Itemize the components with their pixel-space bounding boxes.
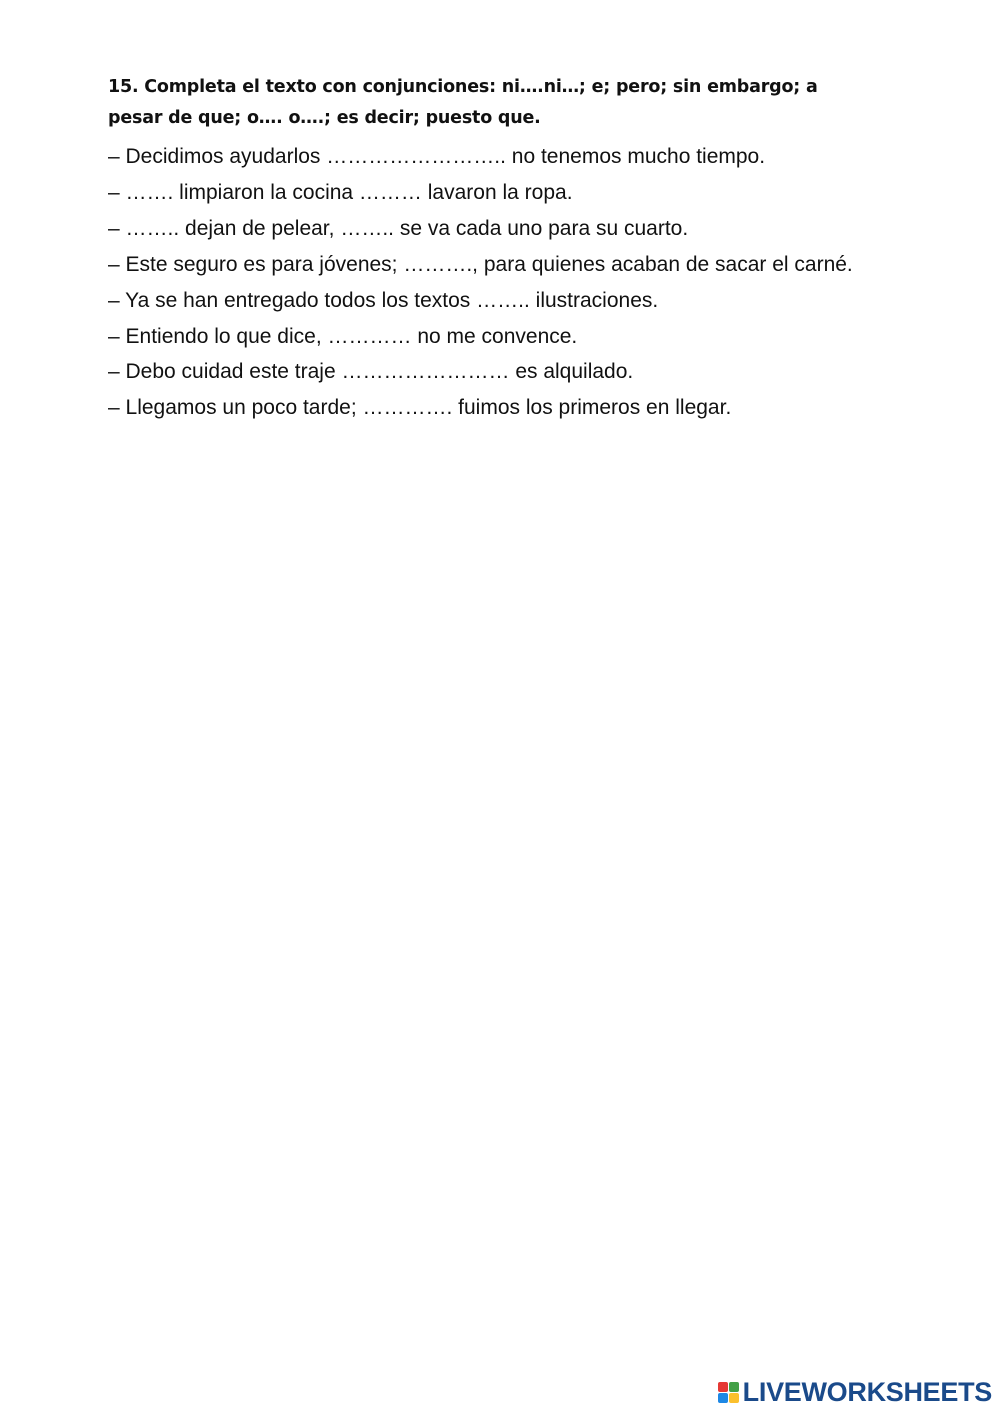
sentence-item: – ……. limpiaron la cocina ……… lavaron la ropa. [108,180,573,204]
sentence-list [108,139,988,426]
exercise-instruction [108,72,868,134]
logo-square [729,1382,739,1392]
sentence-item: – Ya se han entregado todos los textos …….. ilustraciones. [108,288,659,312]
logo-square [718,1382,728,1392]
sentence-item: – Llegamos un poco tarde; …………. fuimos los primeros en llegar. [108,396,732,420]
sentence-item: – Entiendo lo que dice, ………… no me convence. [108,324,578,348]
instruction-line: pesar de que; o…. o….; es decir; puesto que. [108,108,541,128]
sentence-item: – Debo cuidad este traje …………………… es alquilado. [108,360,634,384]
logo-square [718,1393,728,1403]
logo-text: LIVEWORKSHEETS [742,1376,992,1407]
liveworksheets-logo [718,1377,992,1407]
liveworksheets-logo-icon [718,1382,739,1403]
sentence-item: – Decidimos ayudarlos …………………….. no tenemos mucho tiempo. [108,145,766,168]
logo-square [729,1393,739,1403]
instruction-line: 15. Completa el texto con conjunciones: ni….ni…; e; pero; sin embargo; a [108,77,818,97]
sentence-item: – Este seguro es para jóvenes; ………., para quienes acaban de sacar el carné. [108,252,853,276]
sentence-item: – …….. dejan de pelear, …….. se va cada uno para su cuarto. [108,216,689,240]
